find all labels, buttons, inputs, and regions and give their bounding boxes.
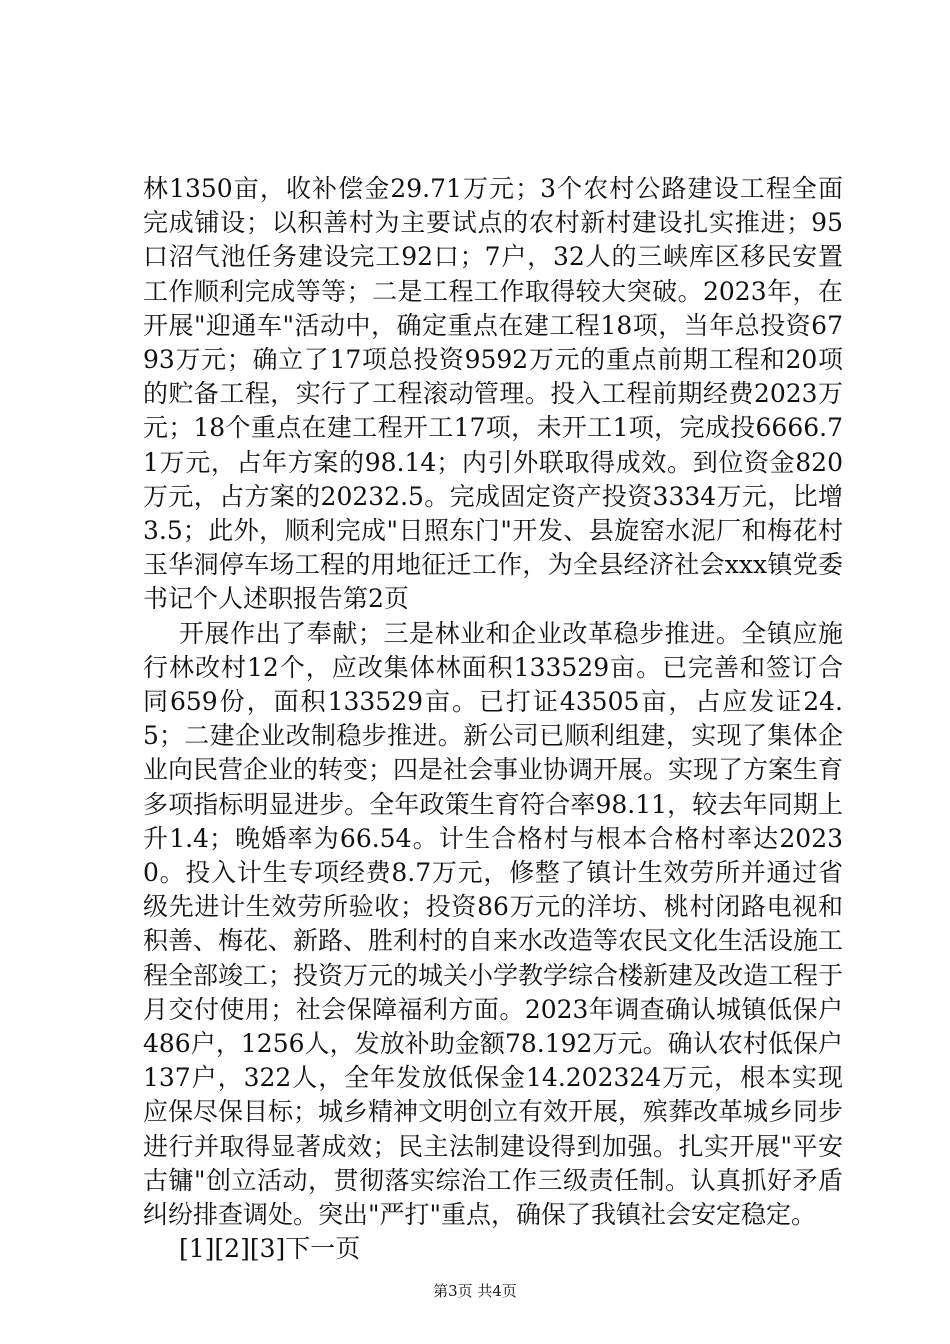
page-link-2[interactable]: [2] <box>214 1234 250 1264</box>
document-body <box>143 172 843 1267</box>
pagination <box>143 1232 843 1266</box>
page-link-3[interactable]: [3] <box>249 1234 286 1264</box>
page-link-1[interactable]: [1] <box>179 1234 215 1264</box>
paragraph-1: 林1350亩，收补偿金29.71万元；3个农村公路建设工程全面完成铺设；以积善村为主要试点的农村新村建设扎实推进；95口沼气池任务建设完工92口；7户，32人的三峡库区移民安置工作顺利完成等等；二是工程工作取得较大突破。2023年，在开展"迎通车"活动中，确定重点在建工程18项，当年总投资6793万元；确立了17项总投资9592万元的重点前期工程和20项的贮备工程，实行了工程滚动管理。投入工程前期经费2023万元；18个重点在建工程开工17项，未开工1项，完成投6666.71万元，占年方案的98.14；内引外联取得成效。到位资金820万元，占方案的20232.5。完成固定资产投资3334万元，比增3.5；此外，顺利完成"日照东门"开发、县旋窑水泥厂和梅花村玉华洞停车场工程的用地征迁工作，为全县经济社会xxx镇党委书记个人述职报告第2页 <box>143 174 843 614</box>
next-page-link[interactable]: 下一页 <box>285 1234 361 1264</box>
paragraph-2: 开展作出了奉献；三是林业和企业改革稳步推进。全镇应施行林改村12个，应改集体林面积133529亩。已完善和签订合同659份，面积133529亩。已打证43505亩，占应发证24.5；二建企业改制稳步推进。新公司已顺利组建，实现了集体企业向民营企业的转变；四是社会事业协调开展。实现了方案生育多项指标明显进步。全年政策生育符合率98.11，较去年同期上升1.4；晚婚率为66.54。计生合格村与根本合格村率达20230。投入计生专项经费8.7万元，修整了镇计生效劳所并通过省级先进计生效劳所验收；投资86万元的洋坊、桃村闭路电视和积善、梅花、新路、胜利村的自来水改造等农民文化生活设施工程全部竣工；投资万元的城关小学教学综合楼新建及改造工程于月交付使用；社会保障福利方面。2023年调查确认城镇低保户486户，1256人，发放补助金额78.192万元。确认农村低保户137户，322人，全年发放低保金14.202324万元，根本实现应保尽保目标；城乡精神文明创立有效开展，殡葬改革城乡同步进行并取得显著成效；民主法制建设得到加强。扎实开展"平安古镛"创立活动，贯彻落实综治工作三级责任制。认真抓好矛盾纠纷排查调处。突出"严打"重点，确保了我镇社会安定稳定。 <box>143 618 844 1230</box>
page-footer: 第3页 共4页 <box>433 1282 517 1300</box>
